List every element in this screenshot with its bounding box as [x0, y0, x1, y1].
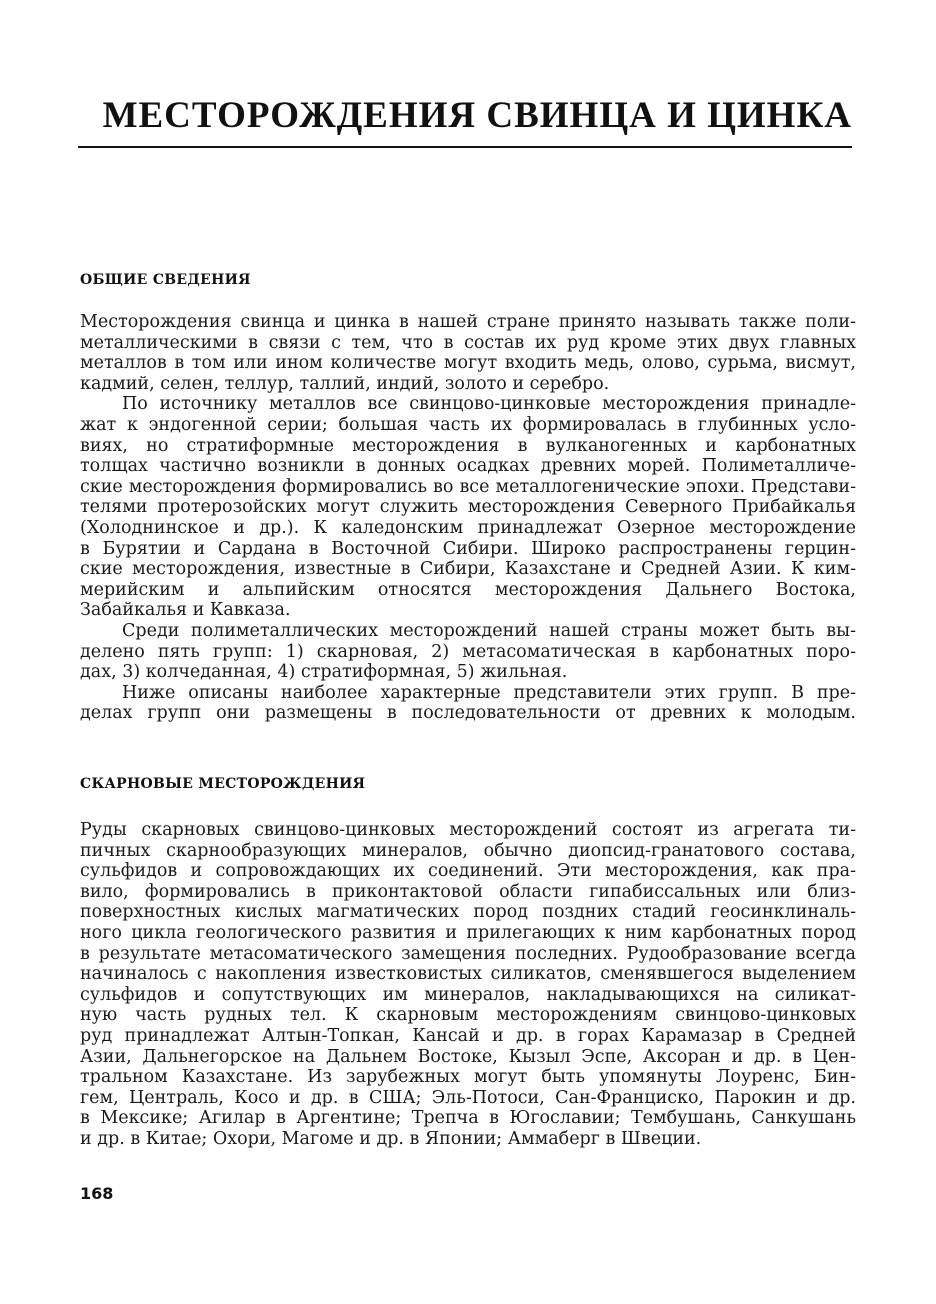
text-line: Забайкалья и Кавказа. — [80, 600, 291, 621]
text-line: в результате метасоматического замещения последних. Рудообразование всегда — [80, 943, 856, 964]
text-line: пичных скарнообразующих минералов, обычно диопсид-гранатового состава, — [80, 840, 856, 861]
title-rule — [78, 146, 852, 148]
text-line: Ниже описаны наиболее характерные представители этих групп. В пре- — [122, 682, 856, 703]
text-line: металлическими в связи с тем, что в состав их руд кроме этих двух главных — [80, 332, 856, 353]
text-line: вило, формировались в приконтактовой области гипабиссальных или близ- — [80, 881, 856, 902]
text-line: Азии, Дальнегорское на Дальнем Востоке, Кызыл Эспе, Аксоран и др. в Цен- — [80, 1046, 856, 1067]
text-line: гем, Централь, Косо и др. в США; Эль-Потоси, Сан-Франциско, Парокин и др. — [80, 1087, 856, 1108]
text-line: мерийским и альпийским относятся месторождения Дальнего Востока, — [80, 579, 856, 600]
text-line: ного цикла геологического развития и прилегающих к ним карбонатных пород — [80, 922, 856, 943]
text-line: Месторождения свинца и цинка в нашей стране принято называть также поли- — [80, 312, 856, 332]
text-line: металлов в том или ином количестве могут входить медь, олово, сурьма, висмут, — [80, 353, 856, 374]
chapter-title: МЕСТОРОЖДЕНИЯ СВИНЦА И ЦИНКА — [102, 95, 852, 136]
text-line: сульфидов и сопровождающих их соединений. Эти месторождения, как пра- — [80, 861, 856, 882]
text-line: и др. в Китае; Охори, Магоме и др. в Японии; Аммаберг в Швеции. — [80, 1128, 702, 1149]
text-line: толщах частично возникли в донных осадках древних морей. Полиметалличе- — [80, 456, 856, 477]
text-line: Среди полиметаллических месторождений нашей страны может быть вы- — [122, 620, 856, 641]
text-line: ские месторождения формировались во все металлогенические эпохи. Представи- — [80, 476, 856, 497]
text-line: (Холоднинское и др.). К каледонским принадлежат Озерное месторождение — [80, 517, 856, 538]
text-line: виях, но стратиформные месторождения в вулканогенных и карбонатных — [80, 435, 856, 456]
text-line: руд принадлежат Алтын-Топкан, Кансай и др. в горах Карамазар в Средней — [80, 1025, 856, 1046]
text-line: тральном Казахстане. Из зарубежных могут быть упомянуты Лоуренс, Бин- — [80, 1067, 856, 1088]
section-body-general — [80, 312, 856, 724]
text-line: кадмий, селен, теллур, таллий, индий, золото и серебро. — [80, 373, 610, 394]
text-line: делено пять групп: 1) скарновая, 2) метасоматическая в карбонатных поро- — [80, 641, 856, 662]
text-line: ские месторождения, известные в Сибири, Казахстане и Средней Азии. К ким- — [80, 559, 856, 580]
section-heading-general: ОБЩИЕ СВЕДЕНИЯ — [80, 272, 251, 288]
text-line: дах, 3) колчеданная, 4) стратиформная, 5) жильная. — [80, 662, 568, 683]
text-line: поверхностных кислых магматических пород поздних стадий геосинклиналь- — [80, 902, 856, 923]
text-line: жат к эндогенной серии; большая часть их формировалась в глубинных усло- — [80, 414, 856, 435]
page-number: 168 — [80, 1184, 114, 1203]
section-heading-skarn: СКАРНОВЫЕ МЕСТОРОЖДЕНИЯ — [80, 776, 366, 792]
text-line: сульфидов и сопутствующих им минералов, накладывающихся на силикат- — [80, 984, 856, 1005]
text-line: в Мексике; Агилар в Аргентине; Трепча в Югославии; Тембушань, Санкушань — [80, 1108, 856, 1129]
text-line: начиналось с накопления известковистых силикатов, сменявшегося выделением — [80, 964, 856, 985]
text-line: ную часть рудных тел. К скарновым месторождениям свинцово-цинковых — [80, 1005, 856, 1026]
section-body-skarn — [80, 820, 856, 1150]
text-line: Руды скарновых свинцово-цинковых месторождений состоят из агрегата ти- — [80, 820, 856, 840]
text-line: в Бурятии и Сардана в Восточной Сибири. Широко распространены герцин- — [80, 538, 856, 559]
text-line: телями протерозойских могут служить месторождения Северного Прибайкалья — [80, 497, 856, 518]
text-line: делах групп они размещены в последовательности от древних к молодым. — [80, 703, 856, 724]
text-line: По источнику металлов все свинцово-цинковые месторождения принадле- — [122, 394, 856, 415]
